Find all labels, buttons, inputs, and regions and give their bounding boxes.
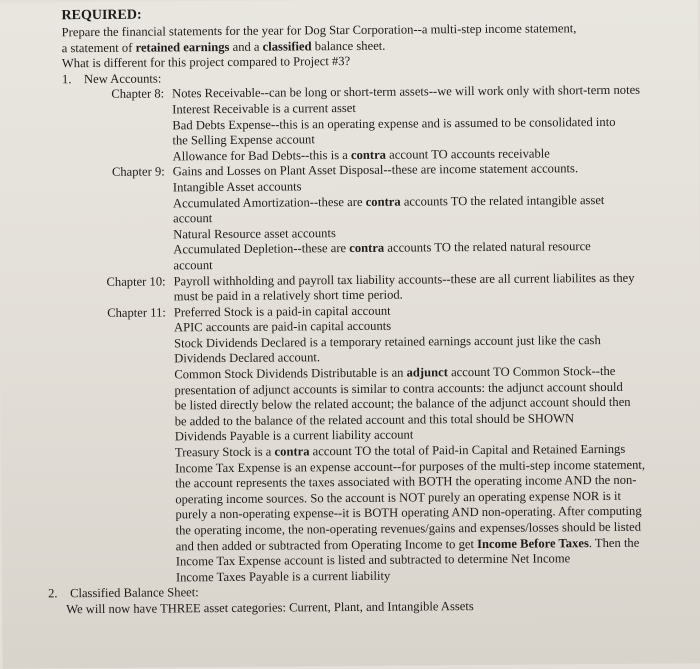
text: and then added or subtracted from Operating Income to get bbox=[175, 536, 478, 553]
text: . Then the bbox=[588, 535, 640, 550]
text: account TO the total of Paid-in Capital and Retained Earnings bbox=[309, 441, 626, 459]
text-line: Dividends Payable is a current liability account bbox=[174, 427, 414, 444]
intro-text: balance sheet. bbox=[311, 38, 386, 53]
intro-text: a statement of bbox=[61, 40, 136, 55]
bold-text: contra bbox=[349, 241, 385, 256]
bold-text: contra bbox=[350, 147, 387, 162]
chapter-8-body bbox=[172, 83, 669, 165]
text: Allowance for Bad Debts--this is a bbox=[172, 147, 352, 164]
section-2-block bbox=[48, 582, 672, 618]
text-line: Dividends Declared account. bbox=[174, 350, 321, 366]
chapter-9-body bbox=[173, 161, 670, 274]
text-line: operating income sources. So the account is NOT purely an operating expense NOR is it bbox=[175, 488, 622, 507]
text-line: Payroll withholding and payroll tax liability accounts--these are all current liabilites as they bbox=[173, 270, 635, 288]
text-line: the Selling Expense account bbox=[172, 132, 315, 148]
text: accounts TO the related natural resource bbox=[384, 239, 591, 256]
bold-text: contra bbox=[274, 444, 310, 459]
text-line: Income Tax Expense is an expense account--for purposes of the multi-step income statement, bbox=[174, 457, 646, 476]
chapter-9-block bbox=[63, 161, 670, 275]
text: Accumulated Depletion--these are bbox=[173, 241, 350, 257]
text-line: purely a non-operating expense--it is BOTH operating AND non-operating. After computing bbox=[175, 504, 642, 522]
text-line: Natural Resource asset accounts bbox=[173, 225, 336, 242]
text-line: presentation of adjunct accounts is similar to contra accounts: the adjunct account should bbox=[174, 379, 623, 398]
list-number: 1. bbox=[61, 71, 72, 87]
intro-bold: retained earnings bbox=[135, 39, 230, 55]
text-line: account bbox=[173, 257, 213, 273]
intro-text: Prepare the financial statements for the year for Dog Star Corporation--a multi-step income statement, bbox=[61, 21, 577, 40]
text-line: Notes Receivable--can be long or short-term assets--we will work only with short-term notes bbox=[172, 83, 641, 101]
chapter-9-label: Chapter 9: bbox=[111, 164, 165, 180]
text-line: must be paid in a relatively short time period. bbox=[173, 287, 403, 304]
text-line: Interest Receivable is a current asset bbox=[172, 100, 356, 117]
text: account TO Common Stock--the bbox=[447, 363, 616, 380]
section-title: New Accounts: bbox=[83, 71, 162, 86]
chapter-11-block bbox=[64, 301, 672, 586]
text-line: Income Taxes Payable is a current liability bbox=[175, 568, 391, 585]
chapter-11-body bbox=[174, 301, 672, 586]
text: accounts TO the related intangible asset bbox=[400, 192, 605, 209]
text-line: Intangible Asset accounts bbox=[172, 179, 302, 195]
section-2-body: We will now have THREE asset categories: Current, Plant, and Intangible Assets bbox=[66, 599, 474, 617]
text-line: APIC accounts are paid-in capital accounts bbox=[173, 318, 392, 335]
text-line: Preferred Stock is a paid-in capital account bbox=[173, 303, 391, 320]
chapter-10-block bbox=[64, 270, 670, 306]
text-line: Stock Dividends Declared is a temporary retained earnings account just like the cash bbox=[174, 332, 601, 351]
text-line: be added to the balance of the related account and this total should be SHOWN bbox=[174, 411, 575, 429]
intro-text: and a bbox=[229, 39, 263, 54]
chapter-11-label: Chapter 11: bbox=[107, 305, 166, 320]
text: Accumulated Amortization--these are bbox=[172, 194, 366, 210]
text: Common Stock Dividends Distributable is an bbox=[174, 365, 407, 382]
bold-text: contra bbox=[365, 194, 401, 209]
text: account TO accounts receivable bbox=[385, 146, 550, 162]
bold-text: Income Before Taxes bbox=[477, 535, 589, 551]
chapter-8-label: Chapter 8: bbox=[111, 86, 165, 102]
text: Treasury Stock is a bbox=[174, 444, 275, 460]
heading-required: REQUIRED: bbox=[61, 7, 142, 24]
text-line: Income Tax Expense account is listed and subtracted to determine Net Income bbox=[175, 551, 571, 569]
text-line: the operating income, the non-operating revenues/gains and expenses/losses should be listed bbox=[175, 519, 642, 538]
intro-text: What is different for this project compared to Project #3? bbox=[61, 54, 351, 71]
intro-bold: classified bbox=[262, 38, 312, 54]
section-title: Classified Balance Sheet: bbox=[69, 585, 199, 601]
chapter-8-block bbox=[62, 83, 669, 166]
chapter-10-body bbox=[174, 270, 670, 305]
bold-text: adjunct bbox=[406, 365, 448, 380]
chapter-10-label: Chapter 10: bbox=[106, 273, 166, 289]
text-line: the account represents the taxes associated with BOTH the operating income AND the non- bbox=[175, 472, 637, 491]
text-line: Bad Debts Expense--this is an operating expense and is assumed to be consolidated into bbox=[172, 114, 616, 132]
text-line: Gains and Losses on Plant Asset Disposal--these are income statement accounts. bbox=[172, 161, 579, 179]
text-line: account bbox=[173, 211, 213, 226]
text-line: be listed directly below the related account; the balance of the adjunct account should then bbox=[174, 395, 631, 413]
list-number: 2. bbox=[47, 586, 58, 601]
